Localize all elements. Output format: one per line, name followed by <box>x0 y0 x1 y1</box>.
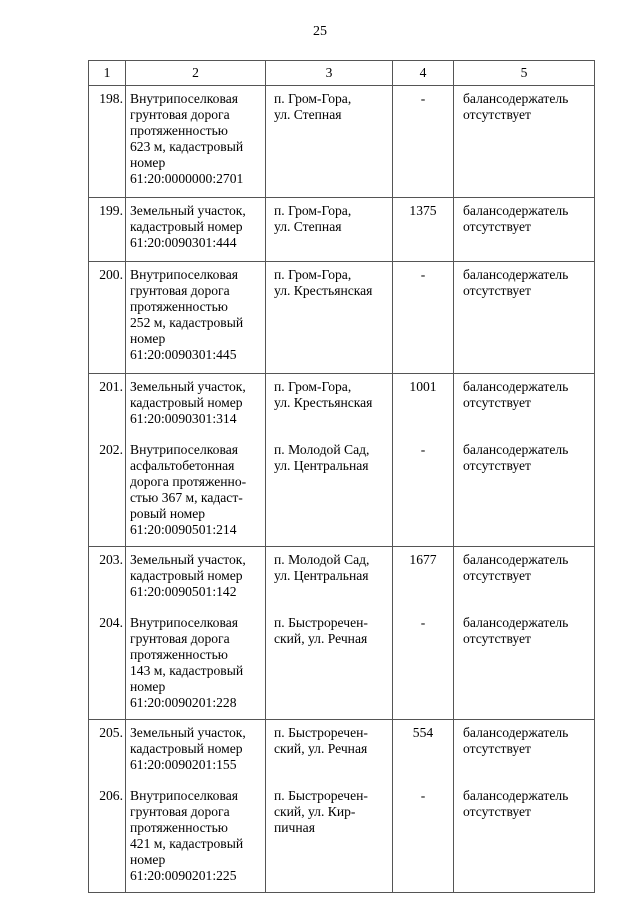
cell-line: протяженностью <box>130 299 228 314</box>
row-number-cell: 200. <box>89 262 126 374</box>
cell-line: Земельный участок, <box>130 379 246 394</box>
object-name-cell <box>126 374 266 438</box>
cell-line: отсутствует <box>463 107 532 122</box>
row-number-cell: 202. <box>89 437 126 547</box>
cell-line: балансодержатель <box>463 203 569 218</box>
row-number-cell: 206. <box>89 783 126 893</box>
holder-cell <box>454 783 595 893</box>
holder-cell <box>454 262 595 374</box>
cell-line: грунтовая дорога <box>130 631 230 646</box>
cell-line: 61:20:0090301:445 <box>130 347 237 362</box>
table-body <box>89 61 595 893</box>
table-row <box>89 198 595 262</box>
cell-line: грунтовая дорога <box>130 283 230 298</box>
cell-line: ский, ул. Речная <box>274 631 368 646</box>
cell-line: Внутрипоселковая <box>130 267 238 282</box>
cell-line: пичная <box>274 820 315 835</box>
table-row <box>89 262 595 374</box>
cell-line: Внутрипоселковая <box>130 442 238 457</box>
cell-line: п. Быстроречен- <box>274 788 368 803</box>
cell-line: кадастровый номер <box>130 395 243 410</box>
cell-line: 143 м, кадастровый <box>130 663 244 678</box>
cell-line: отсутствует <box>463 395 532 410</box>
cell-line: номер <box>130 679 166 694</box>
address-cell <box>266 547 393 611</box>
table-row <box>89 437 595 547</box>
cell-line: стью 367 м, кадаст- <box>130 490 243 505</box>
cell-line: 252 м, кадастровый <box>130 315 244 330</box>
cell-line: ул. Степная <box>274 107 342 122</box>
address-cell <box>266 783 393 893</box>
area-cell: - <box>393 86 454 198</box>
cell-line: п. Гром-Гора, <box>274 379 352 394</box>
cell-line: балансодержатель <box>463 267 569 282</box>
address-cell <box>266 198 393 262</box>
address-cell <box>266 86 393 198</box>
cell-line: отсутствует <box>463 219 532 234</box>
row-number-cell: 201. <box>89 374 126 438</box>
cell-line: кадастровый номер <box>130 568 243 583</box>
cell-line: балансодержатель <box>463 615 569 630</box>
cell-line: Внутрипоселковая <box>130 91 238 106</box>
cell-line: дорога протяженно- <box>130 474 247 489</box>
address-cell <box>266 262 393 374</box>
cell-line: ул. Центральная <box>274 568 369 583</box>
cell-line: 421 м, кадастровый <box>130 836 244 851</box>
cell-line: отсутствует <box>463 804 532 819</box>
cell-line: балансодержатель <box>463 91 569 106</box>
cell-line: Внутрипоселковая <box>130 788 238 803</box>
area-cell: - <box>393 610 454 720</box>
area-cell: 1375 <box>393 198 454 262</box>
holder-cell <box>454 610 595 720</box>
cell-line: п. Гром-Гора, <box>274 91 352 106</box>
cell-line: п. Молодой Сад, <box>274 442 370 457</box>
area-cell: - <box>393 262 454 374</box>
cell-line: Земельный участок, <box>130 203 246 218</box>
cell-line: Земельный участок, <box>130 552 246 567</box>
cell-line: ский, ул. Кир- <box>274 804 356 819</box>
holder-cell <box>454 374 595 438</box>
cell-line: п. Молодой Сад, <box>274 552 370 567</box>
property-table <box>88 60 595 893</box>
cell-line: Земельный участок, <box>130 725 246 740</box>
cell-line: 61:20:0090201:228 <box>130 695 237 710</box>
table-row <box>89 610 595 720</box>
cell-line: п. Быстроречен- <box>274 725 368 740</box>
cell-line: ский, ул. Речная <box>274 741 368 756</box>
cell-line: протяженностью <box>130 820 228 835</box>
holder-cell <box>454 437 595 547</box>
object-name-cell <box>126 547 266 611</box>
column-header: 1 <box>89 61 126 86</box>
cell-line: ул. Центральная <box>274 458 369 473</box>
column-header: 5 <box>454 61 595 86</box>
holder-cell <box>454 198 595 262</box>
cell-line: отсутствует <box>463 631 532 646</box>
cell-line: 61:20:0090201:155 <box>130 757 237 772</box>
cell-line: п. Гром-Гора, <box>274 267 352 282</box>
row-number-cell: 199. <box>89 198 126 262</box>
table-row <box>89 547 595 611</box>
cell-line: отсутствует <box>463 458 532 473</box>
address-cell <box>266 374 393 438</box>
column-header: 3 <box>266 61 393 86</box>
cell-line: 61:20:0090501:142 <box>130 584 237 599</box>
row-number-cell: 203. <box>89 547 126 611</box>
address-cell <box>266 437 393 547</box>
holder-cell <box>454 86 595 198</box>
cell-line: номер <box>130 155 166 170</box>
cell-line: п. Гром-Гора, <box>274 203 352 218</box>
cell-line: ул. Степная <box>274 219 342 234</box>
table-row <box>89 374 595 438</box>
cell-line: кадастровый номер <box>130 741 243 756</box>
cell-line: ул. Крестьянская <box>274 395 373 410</box>
table-row <box>89 783 595 893</box>
cell-line: протяженностью <box>130 123 228 138</box>
cell-line: кадастровый номер <box>130 219 243 234</box>
cell-line: отсутствует <box>463 741 532 756</box>
column-header: 4 <box>393 61 454 86</box>
cell-line: номер <box>130 852 166 867</box>
table-row <box>89 720 595 784</box>
cell-line: отсутствует <box>463 283 532 298</box>
cell-line: 61:20:0090301:314 <box>130 411 237 426</box>
object-name-cell <box>126 198 266 262</box>
cell-line: номер <box>130 331 166 346</box>
cell-line: 623 м, кадастровый <box>130 139 244 154</box>
cell-line: балансодержатель <box>463 379 569 394</box>
cell-line: протяженностью <box>130 647 228 662</box>
area-cell: - <box>393 783 454 893</box>
cell-line: 61:20:0090201:225 <box>130 868 237 883</box>
cell-line: грунтовая дорога <box>130 107 230 122</box>
object-name-cell <box>126 610 266 720</box>
row-number-cell: 205. <box>89 720 126 784</box>
cell-line: ровый номер <box>130 506 206 521</box>
table-row <box>89 86 595 198</box>
object-name-cell <box>126 86 266 198</box>
cell-line: Внутрипоселковая <box>130 615 238 630</box>
cell-line: 61:20:0000000:2701 <box>130 171 244 186</box>
row-number-cell: 204. <box>89 610 126 720</box>
cell-line: балансодержатель <box>463 725 569 740</box>
area-cell: 1001 <box>393 374 454 438</box>
cell-line: грунтовая дорога <box>130 804 230 819</box>
cell-line: 61:20:0090501:214 <box>130 522 237 537</box>
address-cell <box>266 720 393 784</box>
object-name-cell <box>126 720 266 784</box>
cell-line: ул. Крестьянская <box>274 283 373 298</box>
object-name-cell <box>126 262 266 374</box>
area-cell: 1677 <box>393 547 454 611</box>
area-cell: - <box>393 437 454 547</box>
page-number: 25 <box>313 24 327 39</box>
holder-cell <box>454 547 595 611</box>
cell-line: балансодержатель <box>463 552 569 567</box>
table-header-row <box>89 61 595 86</box>
address-cell <box>266 610 393 720</box>
cell-line: п. Быстроречен- <box>274 615 368 630</box>
cell-line: 61:20:0090301:444 <box>130 235 237 250</box>
cell-line: асфальтобетонная <box>130 458 235 473</box>
cell-line: балансодержатель <box>463 442 569 457</box>
object-name-cell <box>126 437 266 547</box>
area-cell: 554 <box>393 720 454 784</box>
cell-line: отсутствует <box>463 568 532 583</box>
cell-line: балансодержатель <box>463 788 569 803</box>
object-name-cell <box>126 783 266 893</box>
row-number-cell: 198. <box>89 86 126 198</box>
holder-cell <box>454 720 595 784</box>
column-header: 2 <box>126 61 266 86</box>
